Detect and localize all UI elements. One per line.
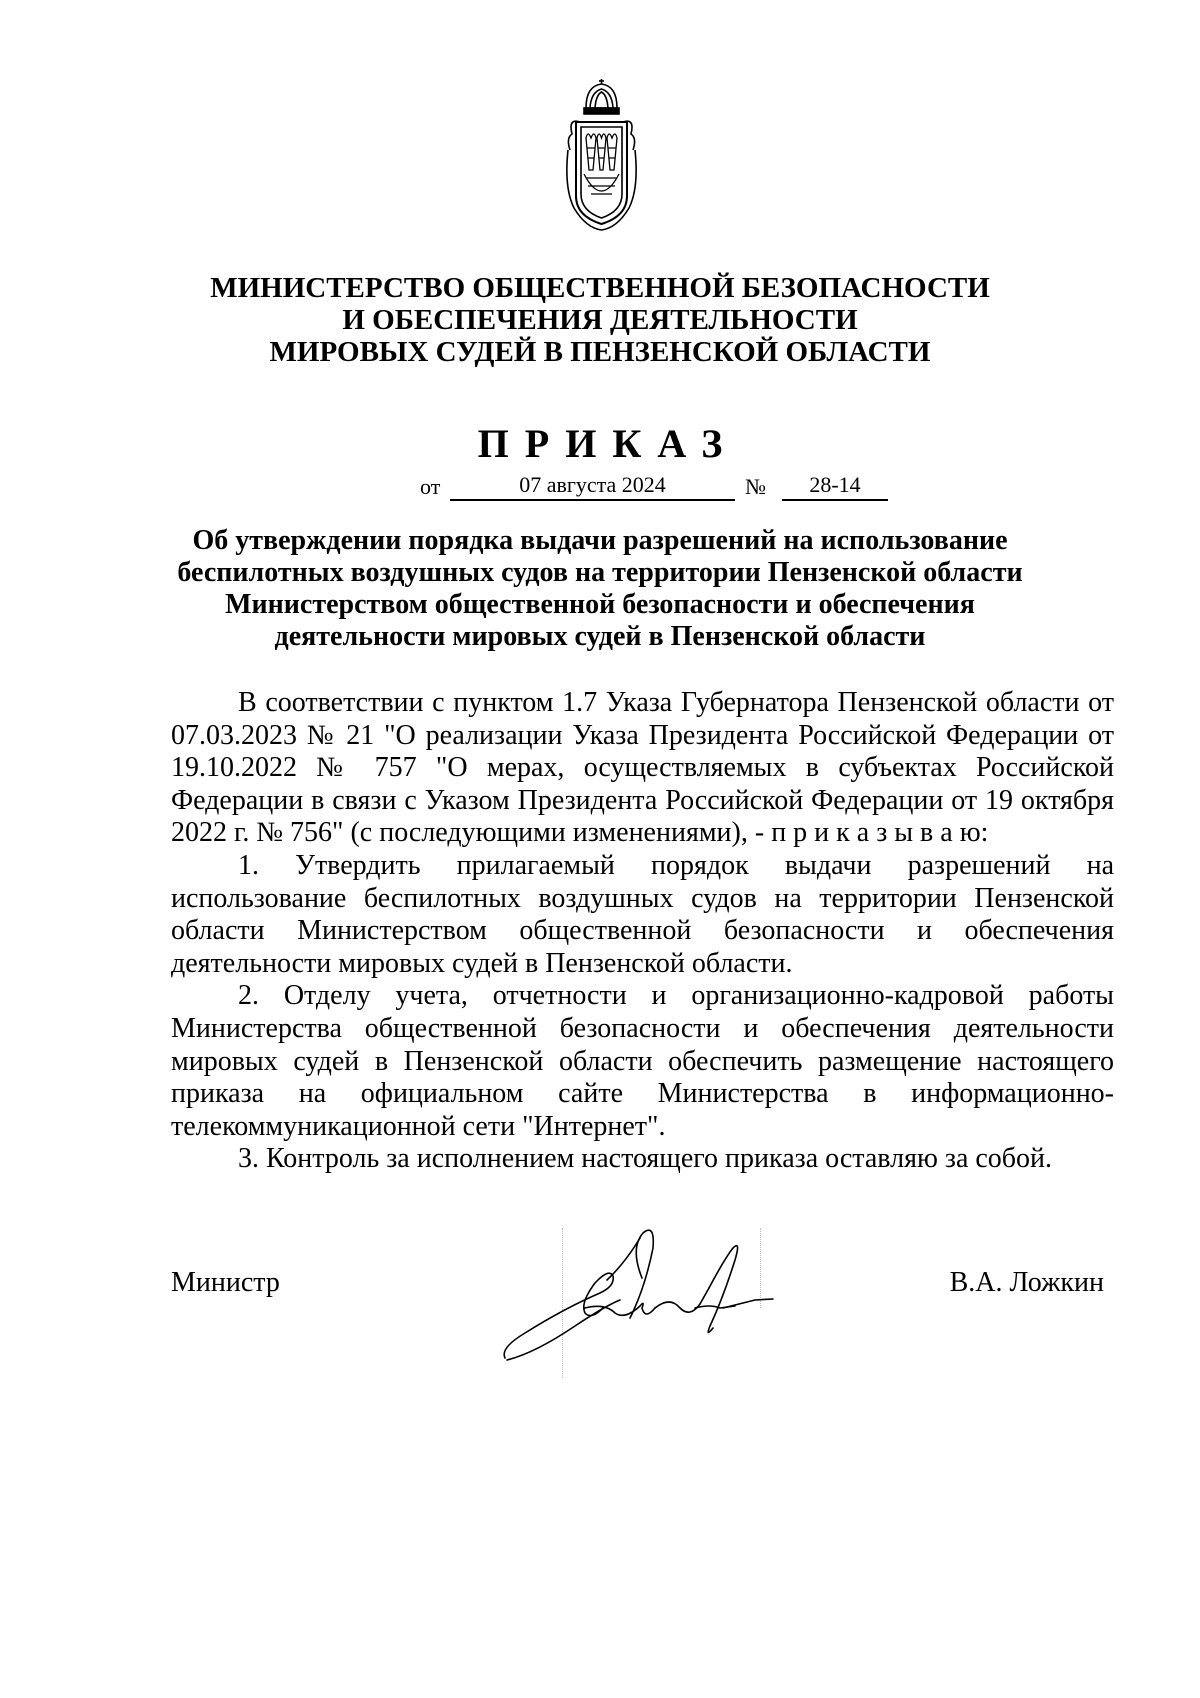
ministry-name: [180, 272, 1020, 368]
order-item: 2. Отделу учета, отчетности и организационно-кадровой работы Министерства общественной безопасности и обеспечения деятельности мировых судей в Пензенской области обеспечить размещение настоящего приказа на официальном сайте Министерства в информационно-телекоммуникационной сети "Интернет".: [171, 980, 1114, 1142]
order-item: 1. Утвердить прилагаемый порядок выдачи разрешений на использование беспилотных воздушных судов на территории Пензенской области Министерством общественной безопасности и обеспечения деятельности мировых судей в Пензенской области.: [171, 849, 1114, 979]
order-subject: [150, 525, 1050, 653]
preamble-paragraph: [171, 687, 1114, 850]
date-number-row: [0, 468, 1200, 502]
coat-of-arms-icon: [564, 78, 639, 231]
preamble-text: В соответствии с пунктом 1.7 Указа Губернатора Пензенской области от 07.03.2023 № 21 "О реализации Указа Президента Российской Федерации от 19.10.2022 № 757 "О мерах, осуществляемых в субъектах Российской Федерации в связи с Указом Президента Российской Федерации от 19 октября 2022 г. № 756" (с последующими изменениями), -: [171, 687, 1114, 849]
order-item: 3. Контроль за исполнением настоящего приказа оставляю за собой.: [238, 1143, 1053, 1175]
ministry-name-line: И ОБЕСПЕЧЕНИЯ ДЕЯТЕЛЬНОСТИ: [342, 304, 858, 336]
ministry-name-line: МИРОВЫХ СУДЕЙ В ПЕНЗЕНСКОЙ ОБЛАСТИ: [269, 336, 931, 368]
subject-line: деятельности мировых судей в Пензенской области: [274, 621, 926, 652]
directive-text: п р и к а з ы в а ю:: [771, 817, 989, 849]
signer-position: Министр: [171, 1267, 280, 1298]
order-body: [171, 687, 1114, 1176]
signature-block: [0, 1267, 1200, 1327]
document-number: 28-14: [782, 472, 888, 501]
subject-line: беспилотных воздушных судов на территории Пензенской области: [177, 557, 1023, 588]
subject-line: Министерством общественной безопасности и обеспечения: [225, 589, 975, 620]
number-label: №: [745, 474, 766, 499]
subject-line: Об утверждении порядка выдачи разрешений на использование: [192, 525, 1008, 556]
ministry-name-line: МИНИСТЕРСТВО ОБЩЕСТВЕННОЙ БЕЗОПАСНОСТИ: [210, 272, 990, 304]
signer-name: В.А. Ложкин: [949, 1267, 1104, 1298]
document-date: 07 августа 2024: [450, 472, 735, 501]
date-label: от: [420, 474, 441, 499]
document-type-title: ПРИКАЗ: [477, 421, 739, 466]
